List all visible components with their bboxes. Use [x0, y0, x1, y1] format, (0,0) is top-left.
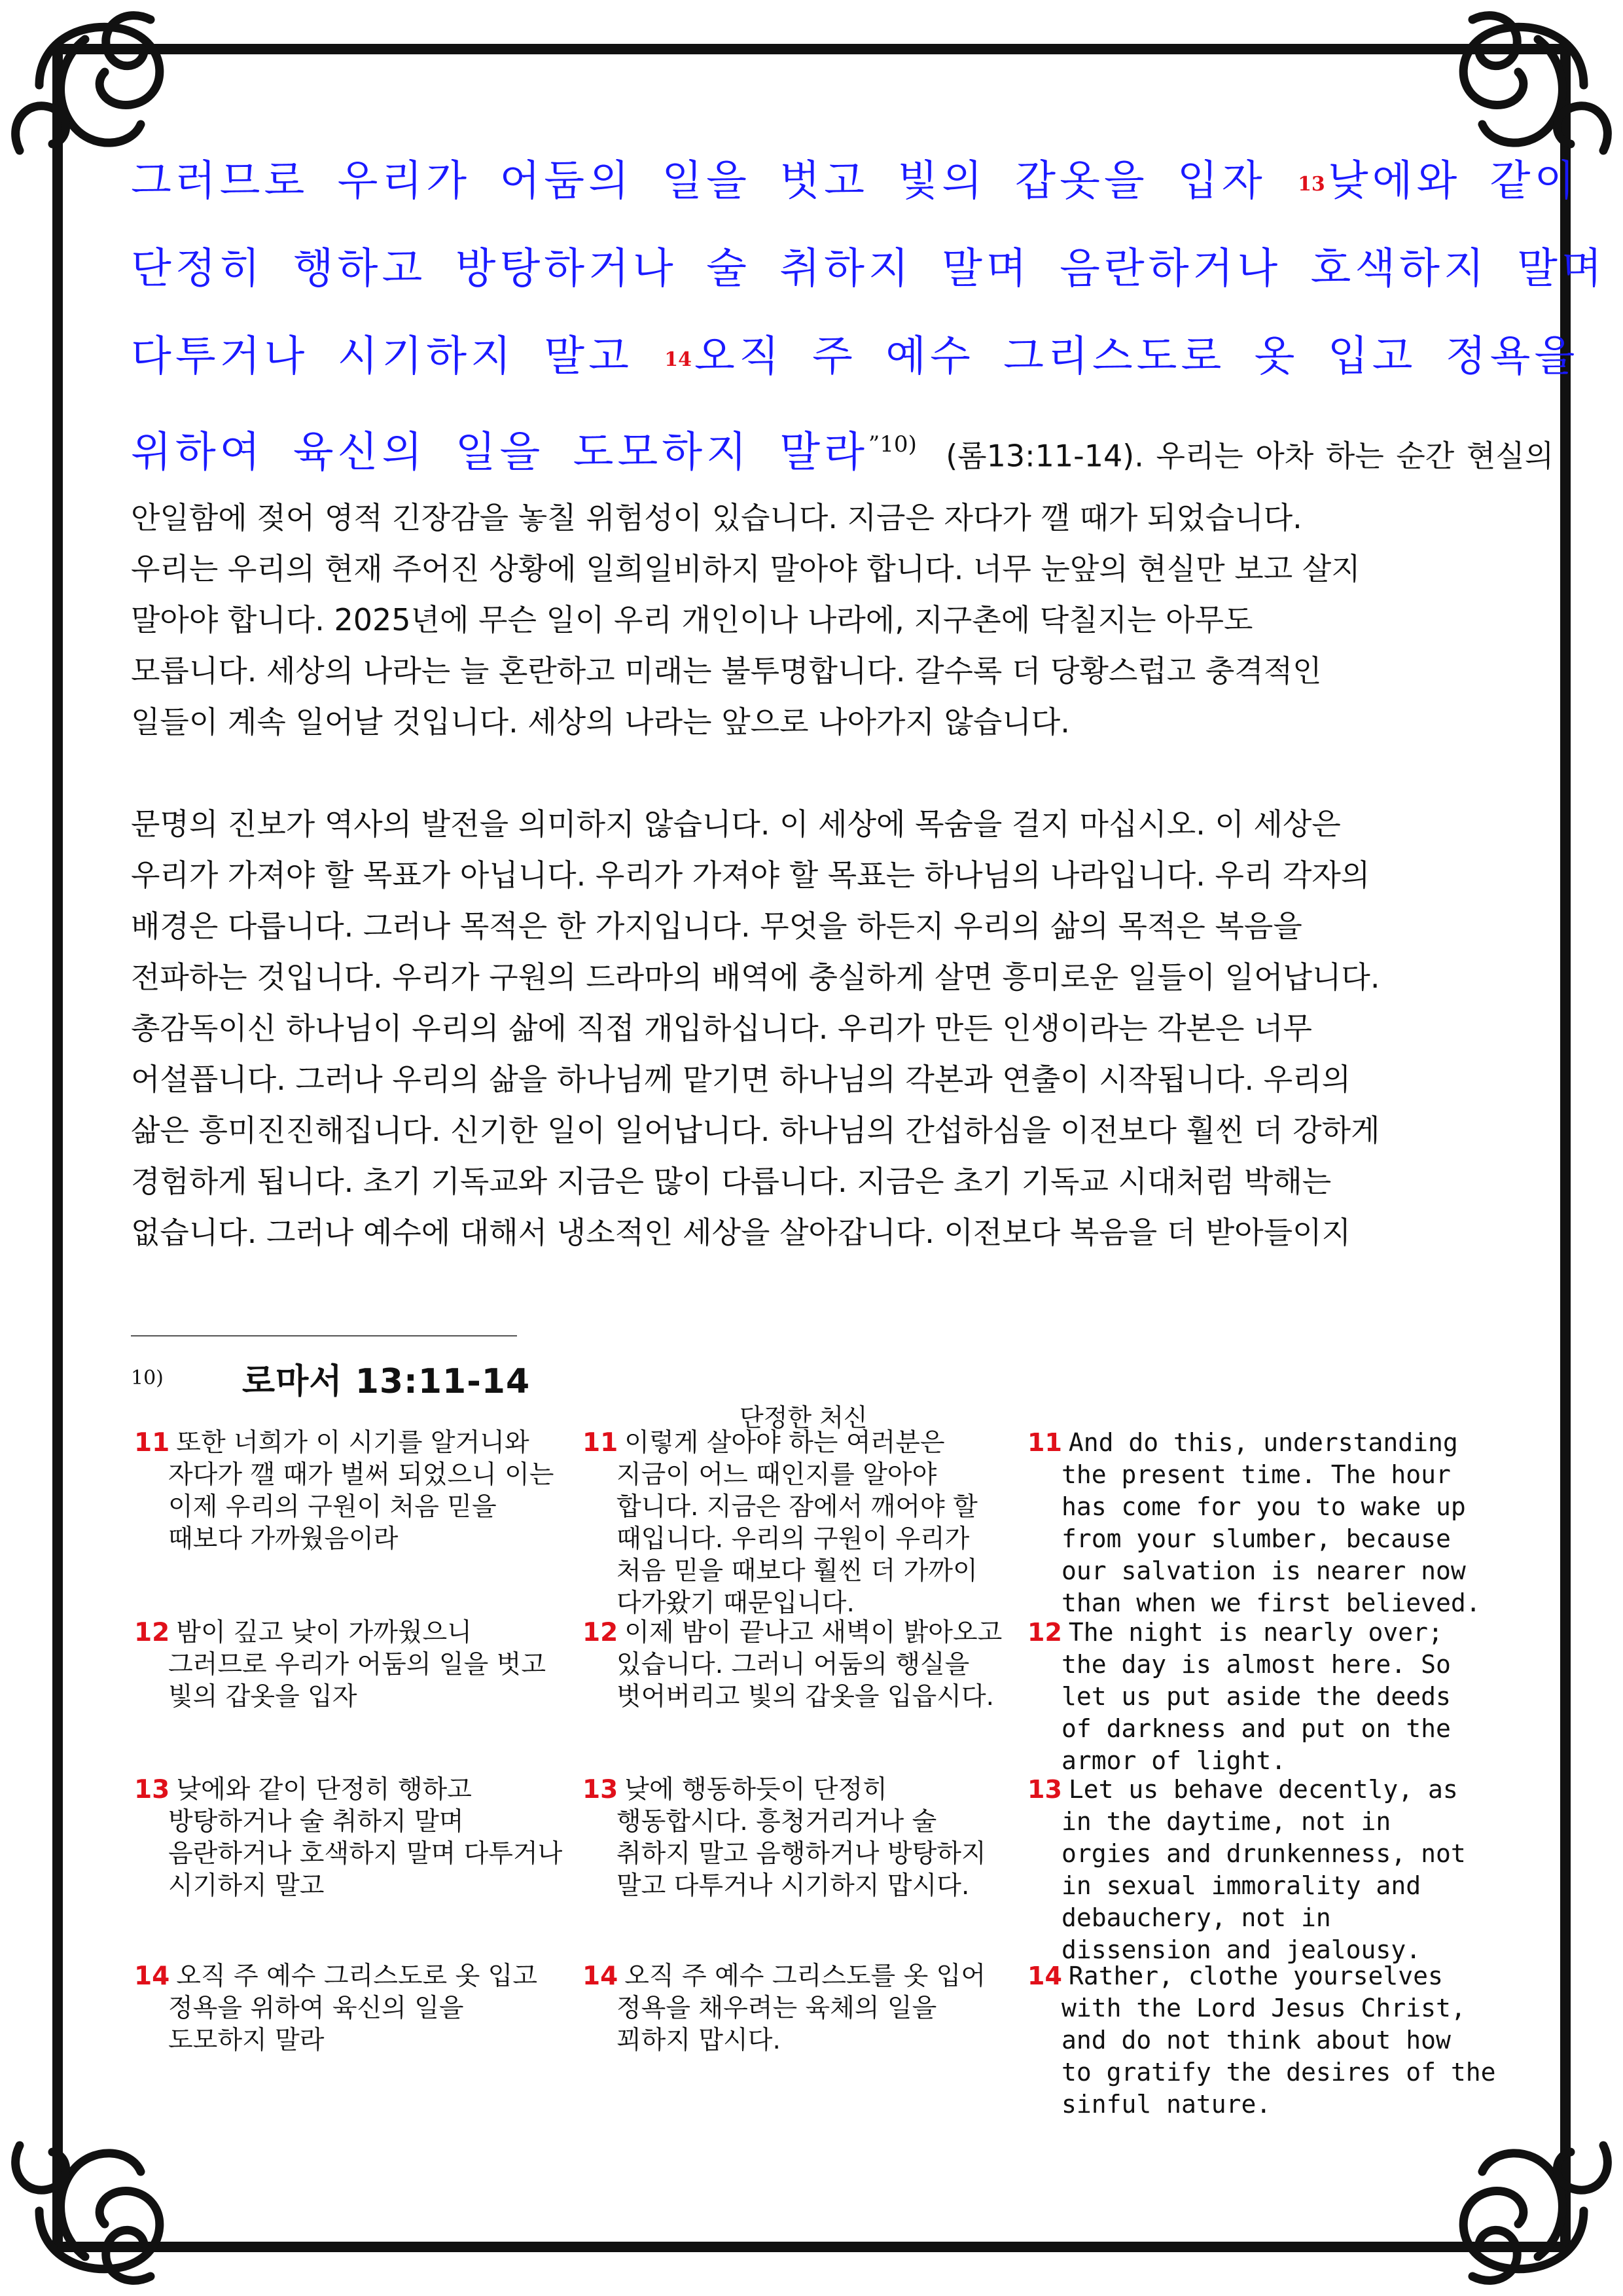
verse-line	[582, 1523, 1027, 1555]
verse-text: 때보다 가까웠음이라	[168, 1524, 399, 1554]
verse-text: dissension and jealousy.	[1061, 1935, 1421, 1964]
verse-line	[582, 1992, 1027, 2024]
verse-line	[134, 1960, 586, 1992]
footnote-header	[131, 1352, 530, 1404]
verse-number: 14	[664, 348, 692, 371]
verse-text: And do this, understanding	[1068, 1428, 1458, 1457]
verse-text: 처음 믿을 때보다 훨씬 더 가까이	[616, 1556, 978, 1586]
corner-ornament-top-right	[1463, 16, 1607, 151]
verse-block	[582, 1960, 1027, 2056]
verse-block	[1027, 1427, 1479, 1619]
verse-number: 14	[1027, 1962, 1062, 1990]
verse-text: our salvation is nearer now	[1061, 1556, 1466, 1585]
verse-number: 11	[582, 1428, 618, 1458]
verse-line	[134, 1649, 586, 1681]
body-line: 문명의 진보가 역사의 발전을 의미하지 않습니다. 이 세상에 목숨을 걸지 마십시오. 이 세상은	[131, 806, 1341, 842]
verse-text: in the daytime, not in	[1061, 1807, 1391, 1836]
quote-text: 오직 주 예수 그리스도로 옷 입고 정욕을	[694, 332, 1579, 381]
footnote-mark: 10)	[131, 1366, 164, 1390]
verse-block	[134, 1960, 586, 2056]
verse-text: to gratify the desires of the	[1061, 2058, 1496, 2087]
verse-number: 13	[1027, 1775, 1062, 1804]
verse-text: the present time. The hour	[1061, 1460, 1451, 1489]
verse-line	[1027, 1681, 1479, 1713]
footnote-title: 로마서 13:11-14	[241, 1361, 531, 1401]
verse-line	[1027, 1838, 1479, 1870]
verse-text: 때입니다. 우리의 구원이 우리가	[616, 1524, 970, 1554]
verse-text: let us put aside the deeds	[1061, 1682, 1451, 1711]
verse-line	[1027, 2024, 1479, 2056]
verse-block	[1027, 1960, 1496, 2121]
verse-text: 합니다. 지금은 잠에서 깨어야 할	[616, 1492, 978, 1522]
verse-block	[582, 1617, 1027, 1713]
verse-text: 시기하지 말고	[168, 1871, 325, 1901]
verse-line	[1027, 1870, 1479, 1902]
body-line: 배경은 다릅니다. 그러나 목적은 한 가지입니다. 무엇을 하든지 우리의 삶의 목적은 복음을	[131, 908, 1302, 944]
verse-line	[134, 1491, 586, 1523]
verse-text: debauchery, not in	[1061, 1903, 1331, 1932]
verse-line	[1027, 1960, 1479, 1992]
column-heading: 단정한 처신	[740, 1403, 868, 1432]
verse-text: 그러므로 우리가 어둠의 일을 벗고	[168, 1650, 546, 1679]
verse-text: 낮에와 같이 단정히 행하고	[176, 1775, 472, 1804]
verse-text: 취하지 말고 음행하거나 방탕하지	[616, 1839, 986, 1869]
verse-line	[134, 1459, 586, 1491]
body-line: 말아야 합니다. 2025년에 무슨 일이 우리 개인이나 나라에, 지구촌에 닥칠지는 아무도	[131, 602, 1253, 637]
quote-text: 위하여 육신의 일을 도모하지 말라	[131, 428, 868, 477]
verse-line	[134, 1870, 586, 1902]
main-content	[131, 137, 1606, 1258]
body-line: 일들이 계속 일어날 것입니다. 세상의 나라는 앞으로 나아가지 않습니다.	[131, 704, 1070, 740]
verse-text: 오직 주 예수 그리스도로 옷 입고	[176, 1962, 538, 1991]
verse-text: 도모하지 말라	[168, 2026, 325, 2055]
verse-text: 이렇게 살아야 하는 여러분은	[624, 1428, 945, 1458]
body-line: 안일함에 젖어 영적 긴장감을 놓칠 위험성이 있습니다. 지금은 자다가 깰 때가 되었습니다.	[131, 500, 1302, 535]
body-line: 삶은 흥미진진해집니다. 신기한 일이 일어납니다. 하나님의 간섭하심을 이전보다 훨씬 더 강하게	[131, 1113, 1380, 1148]
verse-line	[1027, 1902, 1479, 1934]
verse-text: 꾀하지 맙시다.	[616, 2026, 781, 2055]
body-line: 전파하는 것입니다. 우리가 구원의 드라마의 배역에 충실하게 살면 흥미로운 일들이 일어납니다.	[131, 960, 1380, 995]
verse-line	[1027, 1774, 1479, 1806]
paragraph-1	[131, 492, 1492, 747]
quote-line	[131, 225, 1606, 313]
verse-text: and do not think about how	[1061, 2026, 1451, 2054]
verse-text: 낮에 행동하듯이 단정히	[624, 1775, 887, 1804]
body-line: 경험하게 됩니다. 초기 기독교와 지금은 많이 다릅니다. 지금은 초기 기독교 시대처럼 박해는	[131, 1164, 1332, 1199]
verse-block	[134, 1774, 586, 1902]
verse-line	[582, 1838, 1027, 1870]
verse-number: 11	[1027, 1428, 1062, 1457]
verse-line	[134, 1806, 586, 1838]
verse-line	[134, 1838, 586, 1870]
verse-text: 방탕하거나 술 취하지 말며	[168, 1807, 464, 1837]
verse-block	[1027, 1617, 1479, 1777]
body-line: 우리가 가져야 할 목표가 아닙니다. 우리가 가져야 할 목표는 하나님의 나라입니다. 우리 각자의	[131, 857, 1370, 893]
verse-text: in sexual immorality and	[1061, 1871, 1421, 1900]
verse-line	[134, 2024, 586, 2056]
verse-line	[1027, 1745, 1479, 1777]
body-line: 모릅니다. 세상의 나라는 늘 혼란하고 미래는 불투명합니다. 갈수록 더 당황스럽고 충격적인	[131, 653, 1322, 689]
verse-line	[1027, 1649, 1479, 1681]
verse-line	[582, 1427, 1027, 1459]
verse-text: Let us behave decently, as	[1068, 1775, 1458, 1804]
verse-number: 12	[1027, 1618, 1062, 1647]
corner-ornament-bottom-right	[1463, 2145, 1607, 2280]
verse-number: 14	[134, 1962, 170, 1991]
verse-line	[1027, 1523, 1479, 1555]
footnote-reference: ”10)	[868, 431, 917, 457]
body-line: 총감독이신 하나님이 우리의 삶에 직접 개입하십니다. 우리가 만든 인생이라는 각본은 너무	[131, 1011, 1312, 1046]
quote-text: 다투거나 시기하지 말고	[131, 332, 633, 381]
verse-block	[582, 1774, 1027, 1902]
verse-line	[582, 2024, 1027, 2056]
verse-text: 말고 다투거나 시기하지 맙시다.	[616, 1871, 970, 1901]
verse-number: 13	[134, 1775, 170, 1804]
corner-ornament-top-left	[16, 16, 160, 151]
verse-text: 또한 너희가 이 시기를 알거니와	[176, 1428, 529, 1458]
verse-text: of darkness and put on the	[1061, 1714, 1451, 1743]
verse-number: 13	[1298, 172, 1325, 196]
verse-text: 밤이 깊고 낮이 가까웠으니	[176, 1618, 472, 1647]
verse-block	[134, 1617, 586, 1713]
footnote-divider	[131, 1335, 517, 1336]
verse-text: Rather, clothe yourselves	[1068, 1962, 1443, 1990]
verse-text: 자다가 깰 때가 벌써 되었으니 이는	[168, 1460, 554, 1490]
verse-line	[134, 1681, 586, 1713]
verse-block	[134, 1427, 586, 1555]
verse-line	[1027, 1713, 1479, 1745]
verse-text: 이제 우리의 구원이 처음 믿을	[168, 1492, 497, 1522]
quote-text: 그러므로 우리가 어둠의 일을 벗고 빛의 갑옷을 입자	[131, 157, 1266, 206]
quote-line	[131, 137, 1579, 225]
verse-line	[134, 1617, 586, 1649]
quote-text: 단정히 행하고 방탕하거나 술 취하지 말며 음란하거나 호색하지 말며	[131, 245, 1606, 293]
verse-line	[582, 1617, 1027, 1649]
verse-text: 오직 주 예수 그리스도를 옷 입어	[624, 1962, 986, 1991]
verse-text: than when we first believed.	[1061, 1588, 1481, 1617]
verse-text: has come for you to wake up	[1061, 1492, 1466, 1521]
verse-line	[1027, 2089, 1479, 2121]
verse-line	[582, 1960, 1027, 1992]
verse-line	[582, 1806, 1027, 1838]
verse-line	[1027, 1491, 1479, 1523]
paragraph-2	[131, 798, 1492, 1258]
verse-line	[134, 1992, 586, 2024]
verse-block	[1027, 1774, 1479, 1966]
verse-line	[582, 1870, 1027, 1902]
verse-text: 행동합시다. 흥청거리거나 술	[616, 1807, 937, 1837]
verse-line	[1027, 2056, 1496, 2089]
verse-number: 11	[134, 1428, 170, 1458]
quote-line	[131, 401, 1554, 488]
verse-text: with the Lord Jesus Christ,	[1061, 1994, 1466, 2022]
verse-text: 다가왔기 때문입니다.	[616, 1588, 855, 1618]
verse-text: 정욕을 채우려는 육체의 일을	[616, 1994, 937, 2023]
verse-line	[134, 1774, 586, 1806]
corner-ornament-bottom-left	[16, 2145, 160, 2280]
quote-text: 낮에와 같이	[1327, 157, 1579, 206]
body-line: 어설픕니다. 그러나 우리의 삶을 하나님께 맡기면 하나님의 각본과 연출이 시작됩니다. 우리의	[131, 1062, 1351, 1097]
verse-text: 벗어버리고 빛의 갑옷을 입읍시다.	[616, 1682, 995, 1712]
verse-line	[582, 1459, 1027, 1491]
verse-line	[1027, 1806, 1479, 1838]
verse-line	[1027, 1587, 1479, 1619]
verse-text: sinful nature.	[1061, 2090, 1272, 2119]
verse-number: 12	[134, 1618, 170, 1647]
verse-text: the day is almost here. So	[1061, 1650, 1451, 1679]
verse-number: 13	[582, 1775, 618, 1804]
verse-line	[1027, 1992, 1479, 2024]
verse-line	[582, 1555, 1027, 1587]
verse-text: armor of light.	[1061, 1746, 1287, 1775]
verse-text: 이제 밤이 끝나고 새벽이 밝아오고	[624, 1618, 1003, 1647]
quote-line	[131, 313, 1579, 401]
verse-line	[1027, 1617, 1479, 1649]
verse-line	[582, 1587, 1027, 1619]
verse-line	[1027, 1427, 1479, 1459]
verse-line	[582, 1491, 1027, 1523]
verse-text: 음란하거나 호색하지 말며 다투거나	[168, 1839, 563, 1869]
body-line: 없습니다. 그러나 예수에 대해서 냉소적인 세상을 살아갑니다. 이전보다 복음을 더 받아들이지	[131, 1215, 1351, 1250]
verse-line	[134, 1427, 586, 1459]
verse-number: 12	[582, 1618, 618, 1647]
verse-line	[582, 1681, 1027, 1713]
verse-text: 빛의 갑옷을 입자	[168, 1682, 357, 1712]
verse-number: 14	[582, 1962, 618, 1991]
verse-line	[1027, 1555, 1479, 1587]
body-line: 우리는 우리의 현재 주어진 상황에 일희일비하지 말아야 합니다. 너무 눈앞의 현실만 보고 살지	[131, 551, 1361, 586]
verse-text: orgies and drunkenness, not	[1061, 1839, 1466, 1868]
verse-line	[582, 1774, 1027, 1806]
body-text: (롬13:11-14). 우리는 아차 하는 순간 현실의	[946, 438, 1554, 474]
verse-text: from your slumber, because	[1061, 1524, 1451, 1553]
verse-line	[134, 1523, 586, 1555]
verse-line	[582, 1649, 1027, 1681]
verse-text: 있습니다. 그러니 어둠의 행실을	[616, 1650, 970, 1679]
verse-text: 정욕을 위하여 육신의 일을	[168, 1994, 464, 2023]
verse-line	[1027, 1459, 1479, 1491]
verse-text: The night is nearly over;	[1068, 1618, 1443, 1647]
verse-text: 지금이 어느 때인지를 알아야	[616, 1460, 937, 1490]
verse-block	[582, 1427, 1027, 1619]
